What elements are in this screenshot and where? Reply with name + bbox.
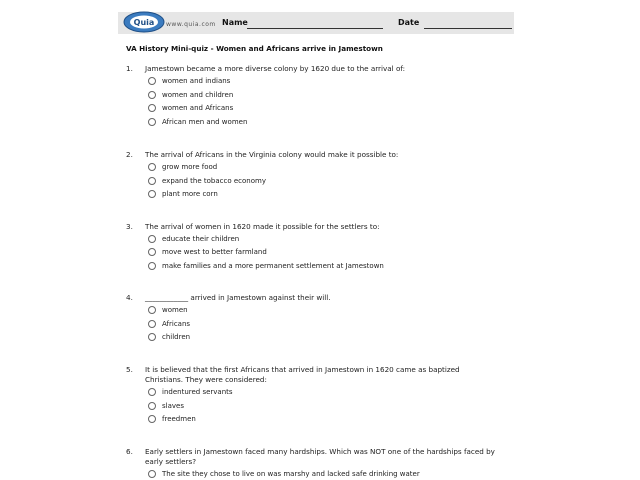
radio-button[interactable] (148, 402, 156, 410)
question-number: 2. (126, 150, 133, 159)
radio-button[interactable] (148, 77, 156, 85)
radio-button[interactable] (148, 177, 156, 185)
quiz-title: VA History Mini-quiz - Women and Africans arrive in Jamestown (126, 44, 383, 53)
option-label: expand the tobacco economy (162, 177, 266, 185)
date-line (424, 28, 512, 29)
option-label: women and children (162, 91, 234, 99)
radio-button[interactable] (148, 190, 156, 198)
option-label: women (162, 306, 188, 314)
question-text: Early settlers in Jamestown faced many hardships. Which was NOT one of the hardships faced by early settlers? (145, 447, 495, 466)
name-line (247, 28, 383, 29)
radio-button[interactable] (148, 235, 156, 243)
question-number: 6. (126, 447, 133, 456)
radio-button[interactable] (148, 118, 156, 126)
logo-text: Quia (133, 18, 155, 27)
option-label: Africans (162, 320, 191, 328)
option-label: educate their children (162, 235, 240, 243)
option-label: women and Africans (162, 104, 234, 112)
option-label: women and indians (162, 77, 231, 85)
option-label: children (162, 333, 191, 341)
question-text: The arrival of women in 1620 made it possible for the settlers to: (145, 222, 380, 231)
radio-button[interactable] (148, 262, 156, 270)
question-text: It is believed that the first Africans that arrived in Jamestown in 1620 came as baptized Christians. They were considered: (145, 365, 460, 384)
radio-button[interactable] (148, 320, 156, 328)
date-label: Date (398, 18, 420, 27)
radio-button[interactable] (148, 163, 156, 171)
option-label: plant more corn (162, 190, 218, 198)
question-number: 1. (126, 64, 133, 73)
option-label: The site they chose to live on was marshy and lacked safe drinking water (162, 470, 420, 478)
option-label: freedmen (162, 415, 196, 423)
option-label: indentured servants (162, 388, 233, 396)
radio-button[interactable] (148, 388, 156, 396)
radio-button[interactable] (148, 248, 156, 256)
radio-button[interactable] (148, 306, 156, 314)
question-number: 4. (126, 293, 133, 302)
radio-button[interactable] (148, 333, 156, 341)
question-number: 5. (126, 365, 133, 374)
question-text: ____________ arrived in Jamestown against their will. (145, 293, 331, 302)
option-label: move west to better farmland (162, 248, 267, 256)
quia-logo (122, 9, 166, 35)
question-number: 3. (126, 222, 133, 231)
question-text: Jamestown became a more diverse colony by 1620 due to the arrival of: (145, 64, 406, 73)
option-label: make families and a more permanent settlement at Jamestown (162, 262, 384, 270)
radio-button[interactable] (148, 91, 156, 99)
option-label: slaves (162, 402, 184, 410)
option-label: grow more food (162, 163, 218, 171)
question-text: The arrival of Africans in the Virginia colony would make it possible to: (145, 150, 399, 159)
radio-button[interactable] (148, 104, 156, 112)
site-url: www.quia.com (166, 21, 216, 28)
option-label: African men and women (162, 118, 248, 126)
radio-button[interactable] (148, 470, 156, 478)
radio-button[interactable] (148, 415, 156, 423)
name-label: Name (222, 18, 248, 27)
